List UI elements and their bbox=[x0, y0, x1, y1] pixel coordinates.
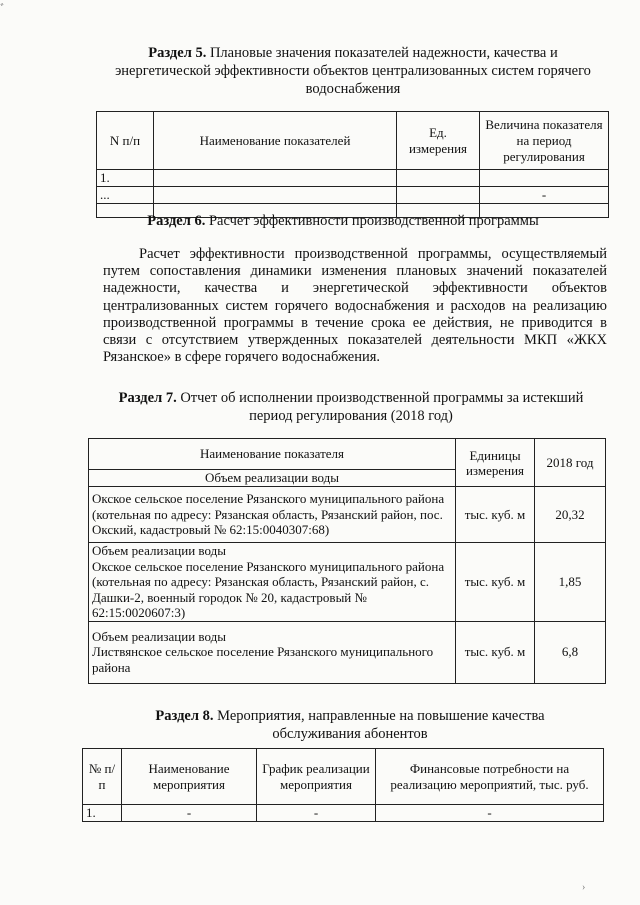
s5-col-num: N п/п bbox=[97, 112, 154, 170]
s7-subheader: Объем реализации воды bbox=[89, 470, 456, 487]
section7-label: Раздел 7. bbox=[118, 390, 177, 406]
s7-row-unit: тыс. куб. м bbox=[456, 621, 535, 683]
s5-cell bbox=[397, 170, 480, 187]
s8-cell: - bbox=[122, 805, 257, 822]
section7-title: Отчет об исполнении производственной программы за истекший период регулирования (2018 год) bbox=[176, 390, 584, 424]
edge-mark: › bbox=[582, 882, 586, 893]
section6-heading bbox=[108, 212, 578, 230]
s8-col-finance: Финансовые потребности на реализацию мероприятий, тыс. руб. bbox=[376, 749, 604, 805]
section5-table bbox=[96, 111, 609, 218]
s7-col-value: 2018 год bbox=[535, 439, 606, 487]
s5-cell bbox=[397, 187, 480, 204]
s8-cell: - bbox=[257, 805, 376, 822]
s8-cell: - bbox=[376, 805, 604, 822]
s5-cell bbox=[154, 187, 397, 204]
s7-row-name: Объем реализации воды Окское сельское поселение Рязанского муниципального района (котельная по адресу: Рязанская область, Рязанский район, с. Дашки-2, военный городок № 20, кадастровый № 62:15:0020607:3) bbox=[89, 543, 456, 622]
s8-cell: 1. bbox=[83, 805, 122, 822]
section6-title: Расчет эффективности производственной программы bbox=[205, 213, 539, 229]
table-row bbox=[97, 187, 609, 204]
section8-label: Раздел 8. bbox=[155, 708, 214, 724]
s7-row-unit: тыс. куб. м bbox=[456, 487, 535, 543]
table-row bbox=[89, 621, 606, 683]
section5-label: Раздел 5. bbox=[148, 45, 207, 61]
section5-title: Плановые значения показателей надежности, качества и энергетической эффективности объектов централизованных систем горячего водоснабжения bbox=[115, 45, 591, 97]
s5-cell bbox=[154, 170, 397, 187]
s7-row-name: Объем реализации воды Листвянское сельское поселение Рязанского муниципального района bbox=[89, 621, 456, 683]
s5-cell bbox=[480, 170, 609, 187]
s5-cell: - bbox=[480, 187, 609, 204]
s5-col-value: Величина показателя на период регулирования bbox=[480, 112, 609, 170]
table-row bbox=[97, 170, 609, 187]
section5-heading bbox=[108, 44, 598, 98]
s7-row-name: Окское сельское поселение Рязанского муниципального района (котельная по адресу: Рязанская область, Рязанский район, пос. Окский, кадастровый № 62:15:0040307:68) bbox=[89, 487, 456, 543]
section7-heading bbox=[100, 389, 602, 425]
s8-col-name: Наименование мероприятия bbox=[122, 749, 257, 805]
s7-col-name: Наименование показателя bbox=[89, 439, 456, 470]
section8-heading bbox=[120, 707, 580, 743]
s7-row-unit: тыс. куб. м bbox=[456, 543, 535, 622]
s5-col-name: Наименование показателей bbox=[154, 112, 397, 170]
s7-row-value: 20,32 bbox=[535, 487, 606, 543]
section7-table bbox=[88, 438, 606, 684]
section8-title: Мероприятия, направленные на повышение качества обслуживания абонентов bbox=[213, 708, 545, 742]
s7-col-unit: Единицы измерения bbox=[456, 439, 535, 487]
table-row bbox=[89, 543, 606, 622]
s8-col-schedule: График реализации мероприятия bbox=[257, 749, 376, 805]
table-row bbox=[83, 805, 604, 822]
s5-cell: 1. bbox=[97, 170, 154, 187]
section6-paragraph: Расчет эффективности производственной программы, осуществляемый путем сопоставления динамики изменения плановых значений показателей надежности, качества и энергетической эффективности объектов централизованных систем горячего водоснабжения и расходов на реализацию производственной программы в течение срока ее действия, не приводится в связи с отсутствием утвержденных показателей деятельности МКП «ЖКХ Рязанское» в сфере горячего водоснабжения. bbox=[103, 246, 607, 366]
section8-table bbox=[82, 748, 604, 822]
table-row bbox=[89, 487, 606, 543]
s8-col-num: № п/п bbox=[83, 749, 122, 805]
section6-label: Раздел 6. bbox=[147, 213, 206, 229]
s5-col-unit: Ед. измерения bbox=[397, 112, 480, 170]
s7-row-value: 1,85 bbox=[535, 543, 606, 622]
s7-row-value: 6,8 bbox=[535, 621, 606, 683]
s5-cell: ... bbox=[97, 187, 154, 204]
margin-mark: ﾞ bbox=[0, 2, 7, 16]
